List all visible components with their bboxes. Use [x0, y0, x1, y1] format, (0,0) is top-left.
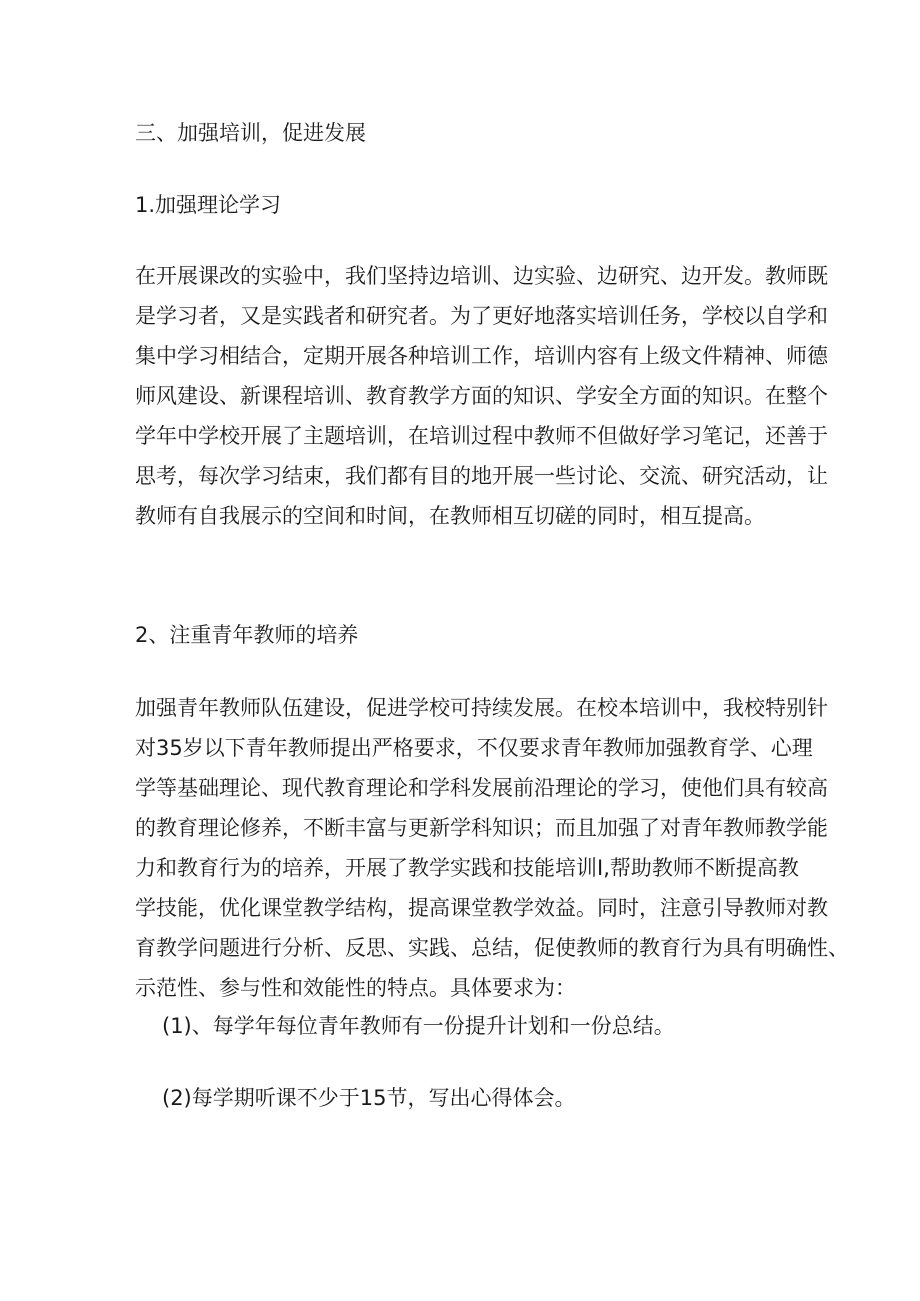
paragraph-line: 对35岁以下青年教师提出严格要求，不仅要求青年教师加强教育学、心理: [135, 736, 813, 760]
paragraph-line: 学等基础理论、现代教育理论和学科发展前沿理论的学习，使他们具有较高: [135, 776, 828, 800]
paragraph-line: 学技能，优化课堂教学结构，提高课堂教学效益。同时，注意引导教师对教: [135, 896, 828, 920]
paragraph-line: 在开展课改的实验中，我们坚持边培训、边实验、边研究、边开发。教师既: [135, 264, 828, 288]
paragraph-line: 教师有自我展示的空间和时间，在教师相互切磋的同时，相互提高。: [135, 504, 765, 528]
list-item-plan-summary: (1)、每学年每位青年教师有一份提升计划和一份总结。: [162, 1014, 675, 1038]
paragraph-line: 育教学问题进行分析、反思、实践、总结，促使教师的教育行为具有明确性、: [135, 936, 849, 960]
paragraph-line: 是学习者，又是实践者和研究者。为了更好地落实培训任务，学校以自学和: [135, 304, 828, 328]
paragraph-line: 的教育理论修养，不断丰富与更新学科知识；而且加强了对青年教师教学能: [135, 816, 828, 840]
paragraph-line: 示范性、参与性和效能性的特点。具体要求为：: [135, 976, 576, 1000]
paragraph-line: 思考，每次学习结束，我们都有目的地开展一些讨论、交流、研究活动，让: [135, 464, 828, 488]
list-item-lesson-observation: (2)每学期听课不少于15节，写出心得体会。: [162, 1086, 576, 1110]
paragraph-line: 师风建设、新课程培训、教育教学方面的知识、学安全方面的知识。在整个: [135, 384, 828, 408]
sub-heading-young-teachers: 2、注重青年教师的培养: [135, 623, 359, 647]
paragraph-line: 加强青年教师队伍建设，促进学校可持续发展。在校本培训中，我校特别针: [135, 696, 828, 720]
paragraph-theory-study: [135, 256, 828, 536]
paragraph-line: 学年中学校开展了主题培训，在培训过程中教师不但做好学习笔记，还善于: [135, 424, 828, 448]
paragraph-line: 集中学习相结合，定期开展各种培训工作，培训内容有上级文件精神、师德: [135, 344, 828, 368]
paragraph-young-teachers: [135, 688, 849, 1008]
sub-heading-theory-study: 1.加强理论学习: [135, 193, 282, 217]
paragraph-line: 力和教育行为的培养，开展了教学实践和技能培训I,帮助教师不断提高教: [135, 856, 799, 880]
section-heading: 三、加强培训，促进发展: [135, 121, 366, 145]
